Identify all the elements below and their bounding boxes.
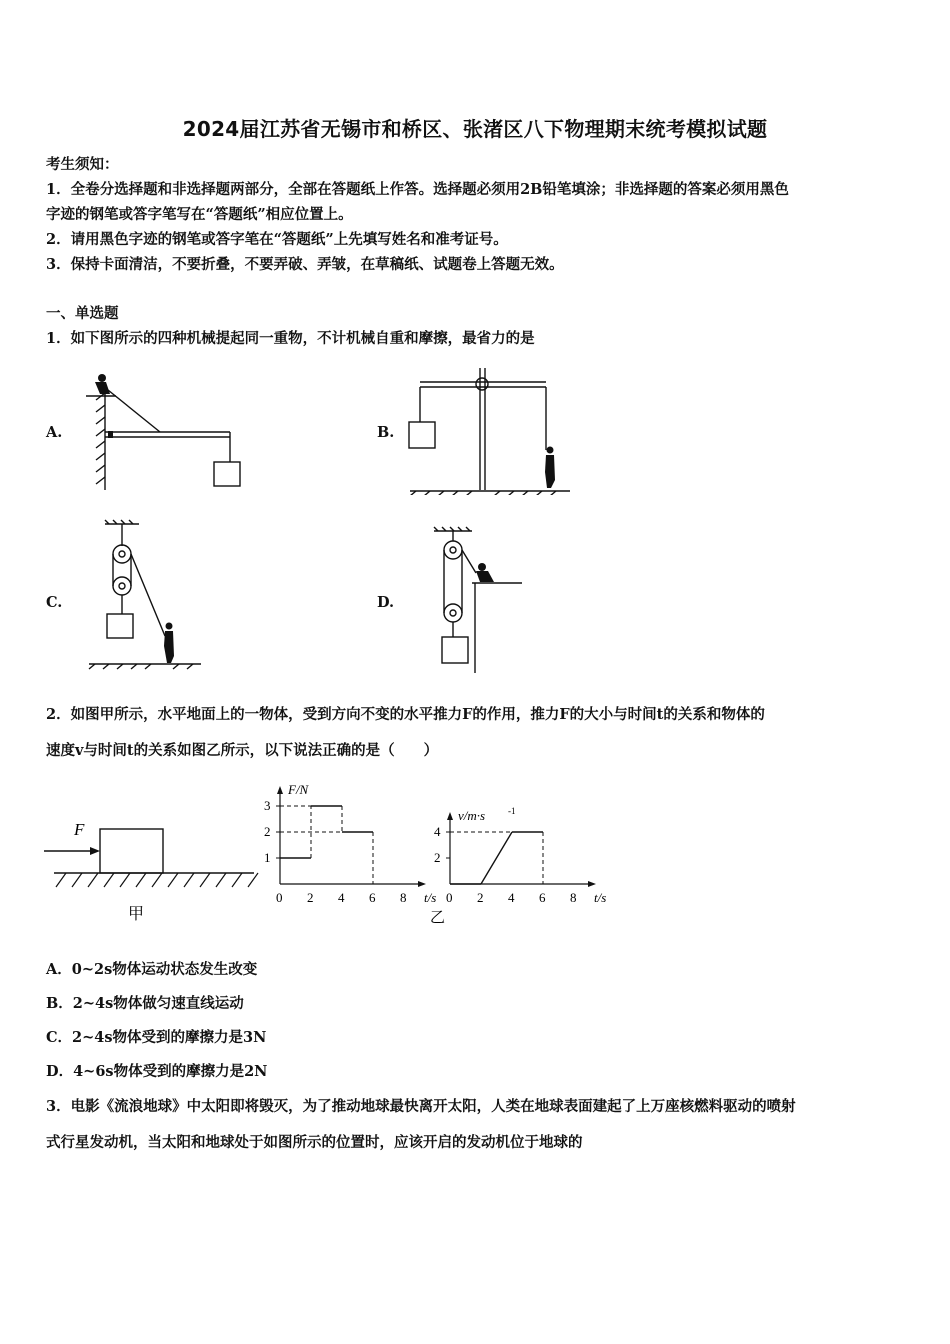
- q2-option-a: A．0~2s物体运动状态发生改变: [46, 961, 258, 978]
- y-axis-label-superscript: -1: [508, 806, 516, 816]
- y-tick-label: 2: [264, 824, 271, 839]
- figure-a-wall-lever: [72, 360, 252, 495]
- figure-d-pulley-platform: [420, 525, 550, 675]
- x-axis-arrow: [588, 881, 596, 887]
- q2-option-d: D．4~6s物体受到的摩擦力是2N: [46, 1063, 268, 1080]
- figure-b-wheel-frame: [400, 360, 580, 495]
- question-2-text-line-2: 速度v与时间t的关系如图乙所示，以下说法正确的是（ ）: [46, 742, 439, 759]
- y-tick-label: 3: [264, 798, 271, 813]
- figure-jia-label: 甲: [128, 906, 145, 923]
- x-tick-label: 8: [570, 890, 577, 905]
- question-1-text: 1．如下图所示的四种机械提起同一重物，不计机械自重和摩擦，最省力的是: [46, 330, 535, 347]
- chart-velocity-time: [430, 772, 615, 932]
- question-3-text-line-2: 式行星发动机，当太阳和地球处于如图所示的位置时，应该开启的发动机位于地球的: [46, 1134, 583, 1151]
- y-axis-label: F/N: [288, 782, 309, 797]
- x-tick-label: 6: [539, 890, 546, 905]
- x-tick-label: 4: [508, 890, 515, 905]
- q2-option-b: B．2~4s物体做匀速直线运动: [46, 995, 244, 1012]
- x-tick-label: 8: [400, 890, 407, 905]
- chart-force-time: [260, 772, 440, 907]
- y-tick-label: 2: [434, 850, 441, 865]
- q1-option-a-label: A.: [46, 424, 63, 441]
- x-tick-label: 6: [369, 890, 376, 905]
- y-axis-arrow: [277, 786, 283, 794]
- question-3-text-line-1: 3．电影《流浪地球》中太阳即将毁灭，为了推动地球最快离开太阳，人类在地球表面建起了上万座核燃料驱动的喷射: [46, 1098, 796, 1115]
- page-title: 2024届江苏省无锡市和桥区、张渚区八下物理期末统考模拟试题: [182, 117, 768, 141]
- notice-item-3: 3．保持卡面清洁，不要折叠，不要弄破、弄皱，在草稿纸、试题卷上答题无效。: [46, 256, 564, 273]
- x-tick-label: 0: [276, 890, 283, 905]
- x-tick-label: 2: [477, 890, 484, 905]
- q1-option-d-label: D.: [377, 594, 395, 611]
- x-tick-label: 0: [446, 890, 453, 905]
- series-segment: [481, 832, 512, 884]
- q2-option-c: C．2~4s物体受到的摩擦力是3N: [46, 1029, 267, 1046]
- x-axis-label: t/s: [594, 890, 607, 905]
- q1-option-b-label: B.: [377, 424, 395, 441]
- figure-jia-block-force: [44, 815, 264, 925]
- y-axis-label: v/m·s: [458, 808, 486, 823]
- figure-yi-label: 乙: [430, 910, 446, 926]
- x-tick-label: 4: [338, 890, 345, 905]
- section-heading: 一、单选题: [46, 305, 119, 322]
- x-tick-label: 2: [307, 890, 314, 905]
- force-label: F: [74, 820, 85, 839]
- figure-c-pulley-block: [85, 518, 215, 670]
- q1-option-c-label: C.: [46, 594, 63, 611]
- notice-item-1: 1．全卷分选择题和非选择题两部分，全部在答题纸上作答。选择题必须用2B铅笔填涂；非选择题的答案必须用黑色: [46, 181, 789, 198]
- notice-heading: 考生须知：: [46, 156, 119, 173]
- question-2-text-line-1: 2．如图甲所示，水平地面上的一物体，受到方向不变的水平推力F的作用，推力F的大小与时间t的关系和物体的: [46, 706, 765, 723]
- y-tick-label: 1: [264, 850, 271, 865]
- notice-item-1-cont: 字迹的钢笔或答字笔写在“答题纸”相应位置上。: [46, 206, 353, 223]
- y-tick-label: 4: [434, 824, 441, 839]
- notice-item-2: 2．请用黑色字迹的钢笔或答字笔在“答题纸”上先填写姓名和准考证号。: [46, 231, 508, 248]
- x-axis-label: t/s: [424, 890, 437, 905]
- x-axis-arrow: [418, 881, 426, 887]
- y-axis-arrow: [447, 812, 453, 820]
